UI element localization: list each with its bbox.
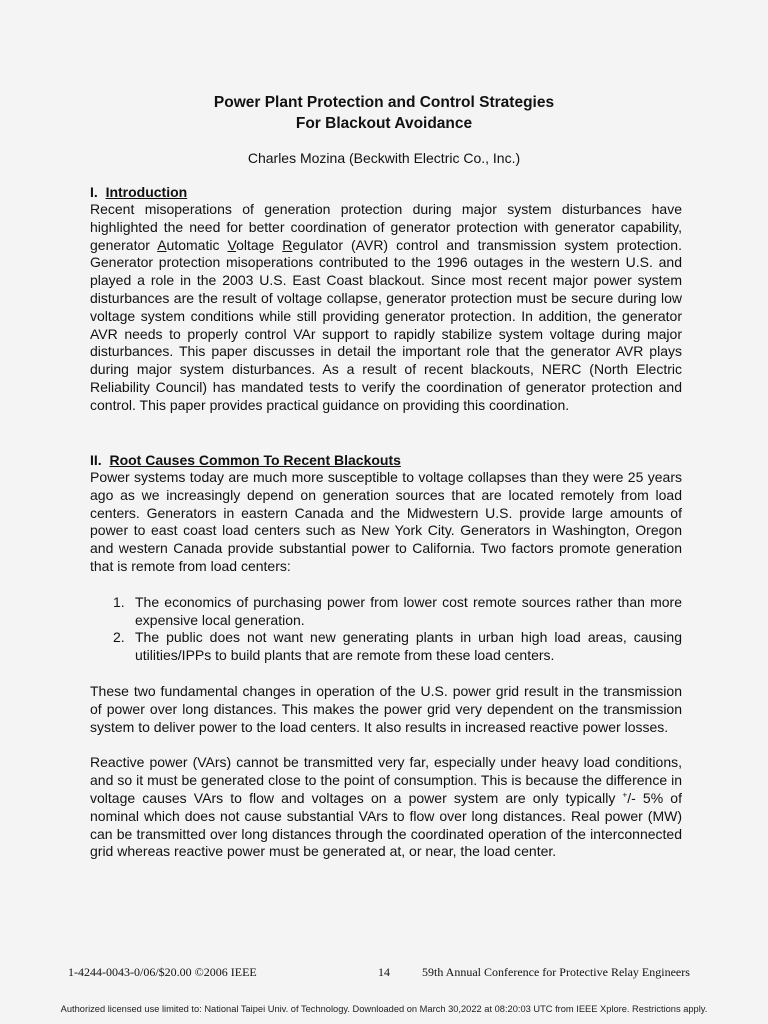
section-introduction — [90, 183, 682, 415]
list-item-text: The economics of purchasing power from lower cost remote sources rather than more expensive local generation. — [135, 593, 682, 628]
footer-page-number: 14 — [378, 965, 390, 979]
intro-underline-a: A — [157, 236, 167, 253]
list-item-number: 2. — [113, 629, 125, 646]
license-notice: Authorized licensed use limited to: National Taipei Univ. of Technology. Downloaded on March 30,2022 at 08:20:03 UTC from IEEE Xplore. Restrictions apply. — [60, 1004, 708, 1014]
para3-text-b: /- 5% of nominal which does not cause substantial VArs to flow over long distances. Real power (MW) can be transmitted over long distances through the coordinated operation of the interconnected grid whereas reactive power must be generated at, or near, the load center. — [90, 789, 682, 860]
section-1-heading — [90, 183, 682, 201]
footer-conference: 59th Annual Conference for Protective Relay Engineers — [422, 965, 690, 979]
remote-generation-factors-list — [90, 594, 682, 665]
section-2-title: Root Causes Common To Recent Blackouts — [109, 452, 401, 468]
plus-superscript: + — [622, 790, 628, 800]
root-causes-paragraph-2: These two fundamental changes in operation of the U.S. power grid result in the transmission of power over long distances. This makes the power grid very dependent on the transmission system to deliver power to the load centers. It also results in increased reactive power losses. — [90, 682, 682, 735]
section-1-number: I. — [90, 184, 98, 200]
intro-text-b: utomatic — [166, 236, 228, 253]
intro-text-c: oltage — [236, 236, 283, 253]
paper-title — [0, 92, 768, 134]
footer-copyright: 1-4244-0043-0/06/$20.00 ©2006 IEEE — [68, 965, 257, 979]
list-item-number: 1. — [113, 593, 125, 610]
intro-text-a: Recent misoperations of generation protection during major system disturbances have highlighted the need for better coordination of generator protection with generator capability, generator — [90, 201, 682, 253]
intro-text-d: egulator (AVR) control and transmission system protection. Generator protection misoperations contributed to the 1996 outages in the western U.S. and played a role in the 2003 U.S. East Coast blackout. Since most recent major power system disturbances are the result of voltage collapse, generator protection must be secure during low voltage system conditions while still providing generator protection. In addition, the generator AVR needs to properly control VAr support to rapidly stabilize system voltage during major disturbances. This paper discusses in detail the important role that the generator AVR plays during major system disturbances. As a result of recent blackouts, NERC (North Electric Reliability Council) has mandated tests to verify the coordination of generator protection and control. This paper provides practical guidance on providing this coordination. — [90, 236, 682, 413]
root-causes-paragraph-3 — [90, 754, 682, 861]
section-2-heading — [90, 451, 682, 469]
intro-underline-r: R — [282, 236, 293, 253]
section-root-causes — [90, 451, 682, 861]
list-item — [90, 629, 682, 665]
title-line-2: For Blackout Avoidance — [295, 115, 473, 132]
list-item — [90, 594, 682, 630]
author-line: Charles Mozina (Beckwith Electric Co., Inc.) — [247, 150, 521, 166]
section-2-number: II. — [90, 452, 102, 468]
list-item-text: The public does not want new generating plants in urban high load areas, causing utilities/IPPs to build plants that are remote from these load centers. — [135, 629, 682, 664]
title-line-1: Power Plant Protection and Control Strategies — [213, 94, 555, 111]
root-causes-paragraph-1: Power systems today are much more susceptible to voltage collapses than they were 25 years ago as we increasingly depend on generation sources that are located remotely from load centers. Generators in eastern Canada and the Midwestern U.S. provide large amounts of power to east coast load centers such as New York City. Generators in Washington, Oregon and western Canada provide substantial power to California. Two factors promote generation that is remote from load centers: — [90, 469, 682, 574]
para3-text-a: Reactive power (VArs) cannot be transmitted very far, especially under heavy load conditions, and so it must be generated close to the point of consumption. This is because the difference in voltage causes VArs to flow and voltages on a power system are only typically — [90, 754, 682, 806]
intro-underline-v: V — [227, 236, 237, 253]
introduction-paragraph — [90, 201, 682, 415]
section-1-title: Introduction — [105, 184, 188, 200]
